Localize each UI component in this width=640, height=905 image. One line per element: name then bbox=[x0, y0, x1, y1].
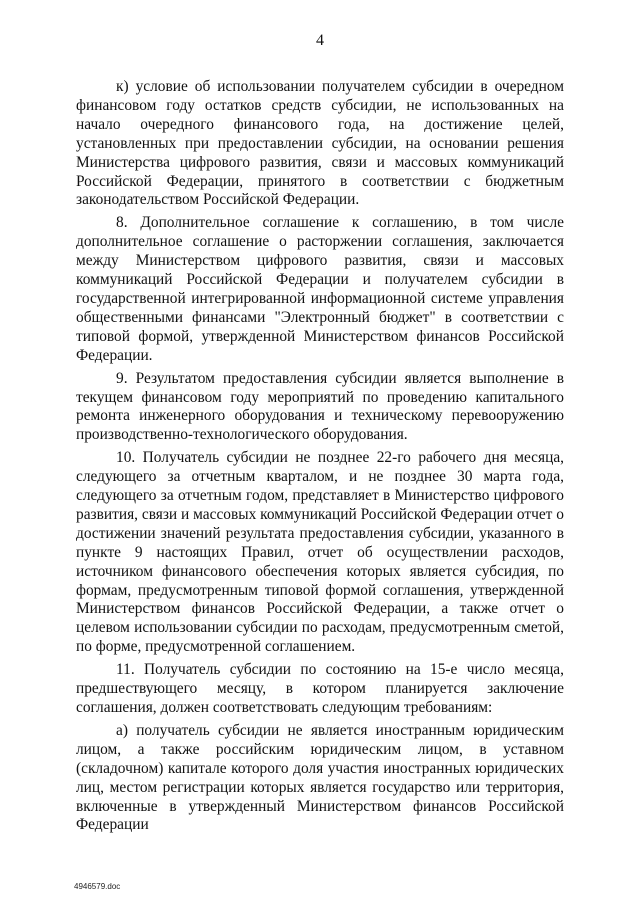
footer-filename: 4946579.doc bbox=[74, 882, 121, 891]
paragraph-11: 11. Получатель субсидии по состоянию на 15-е число месяца, предшествующего месяцу, в котором планируется заключение соглашения, должен соответствовать следующим требованиям: bbox=[76, 661, 564, 716]
paragraph-8: 8. Дополнительное соглашение к соглашению, в том числе дополнительное соглашение о расторжении соглашения, заключается между Министерством цифрового развития, связи и массовых коммуникаций Российской Федерации и получателем субсидии в государственной интегрированной информационной системе управления общественными финансами "Электронный бюджет" в соответствии с типовой формой, утвержденной Министерством финансов Российской Федерации. bbox=[76, 214, 564, 364]
document-body bbox=[76, 78, 564, 839]
paragraph-11a: а) получатель субсидии не является иностранным юридическим лицом, а также российским юридическим лицом, в уставном (складочном) капитале которого доля участия иностранных юридических лиц, местом регистрации которых является государство или территория, включенные в утвержденный Министерством финансов Российской Федерации bbox=[76, 721, 564, 834]
paragraph-9: 9. Результатом предоставления субсидии является выполнение в текущем финансовом году мероприятий по проведению капитального ремонта инженерного оборудования и техническому перевооружению производственно-технологического оборудования. bbox=[76, 369, 564, 444]
paragraph-10: 10. Получатель субсидии не позднее 22-го рабочего дня месяца, следующего за отчетным кварталом, и не позднее 30 марта года, следующего за отчетным годом, представляет в Министерство цифрового развития, связи и массовых коммуникаций Российской Федерации отчет о достижении значений результата предоставления субсидии, указанного в пункте 9 настоящих Правил, отчет об осуществлении расходов, источником финансового обеспечения которых является субсидия, по формам, предусмотренным типовой формой соглашения, утвержденной Министерством финансов Российской Федерации, а также отчет о целевом использовании субсидии по расходам, предусмотренным сметой, по форме, предусмотренной соглашением. bbox=[76, 449, 564, 656]
page-number: 4 bbox=[316, 32, 324, 49]
paragraph-k: к) условие об использовании получателем субсидии в очередном финансовом году остатков средств субсидии, не использованных на начало очередного финансового года, на достижение целей, установленных при предоставлении субсидии, на основании решения Министерства цифрового развития, связи и массовых коммуникаций Российской Федерации, принятого в соответствии с бюджетным законодательством Российской Федерации. bbox=[76, 78, 564, 209]
